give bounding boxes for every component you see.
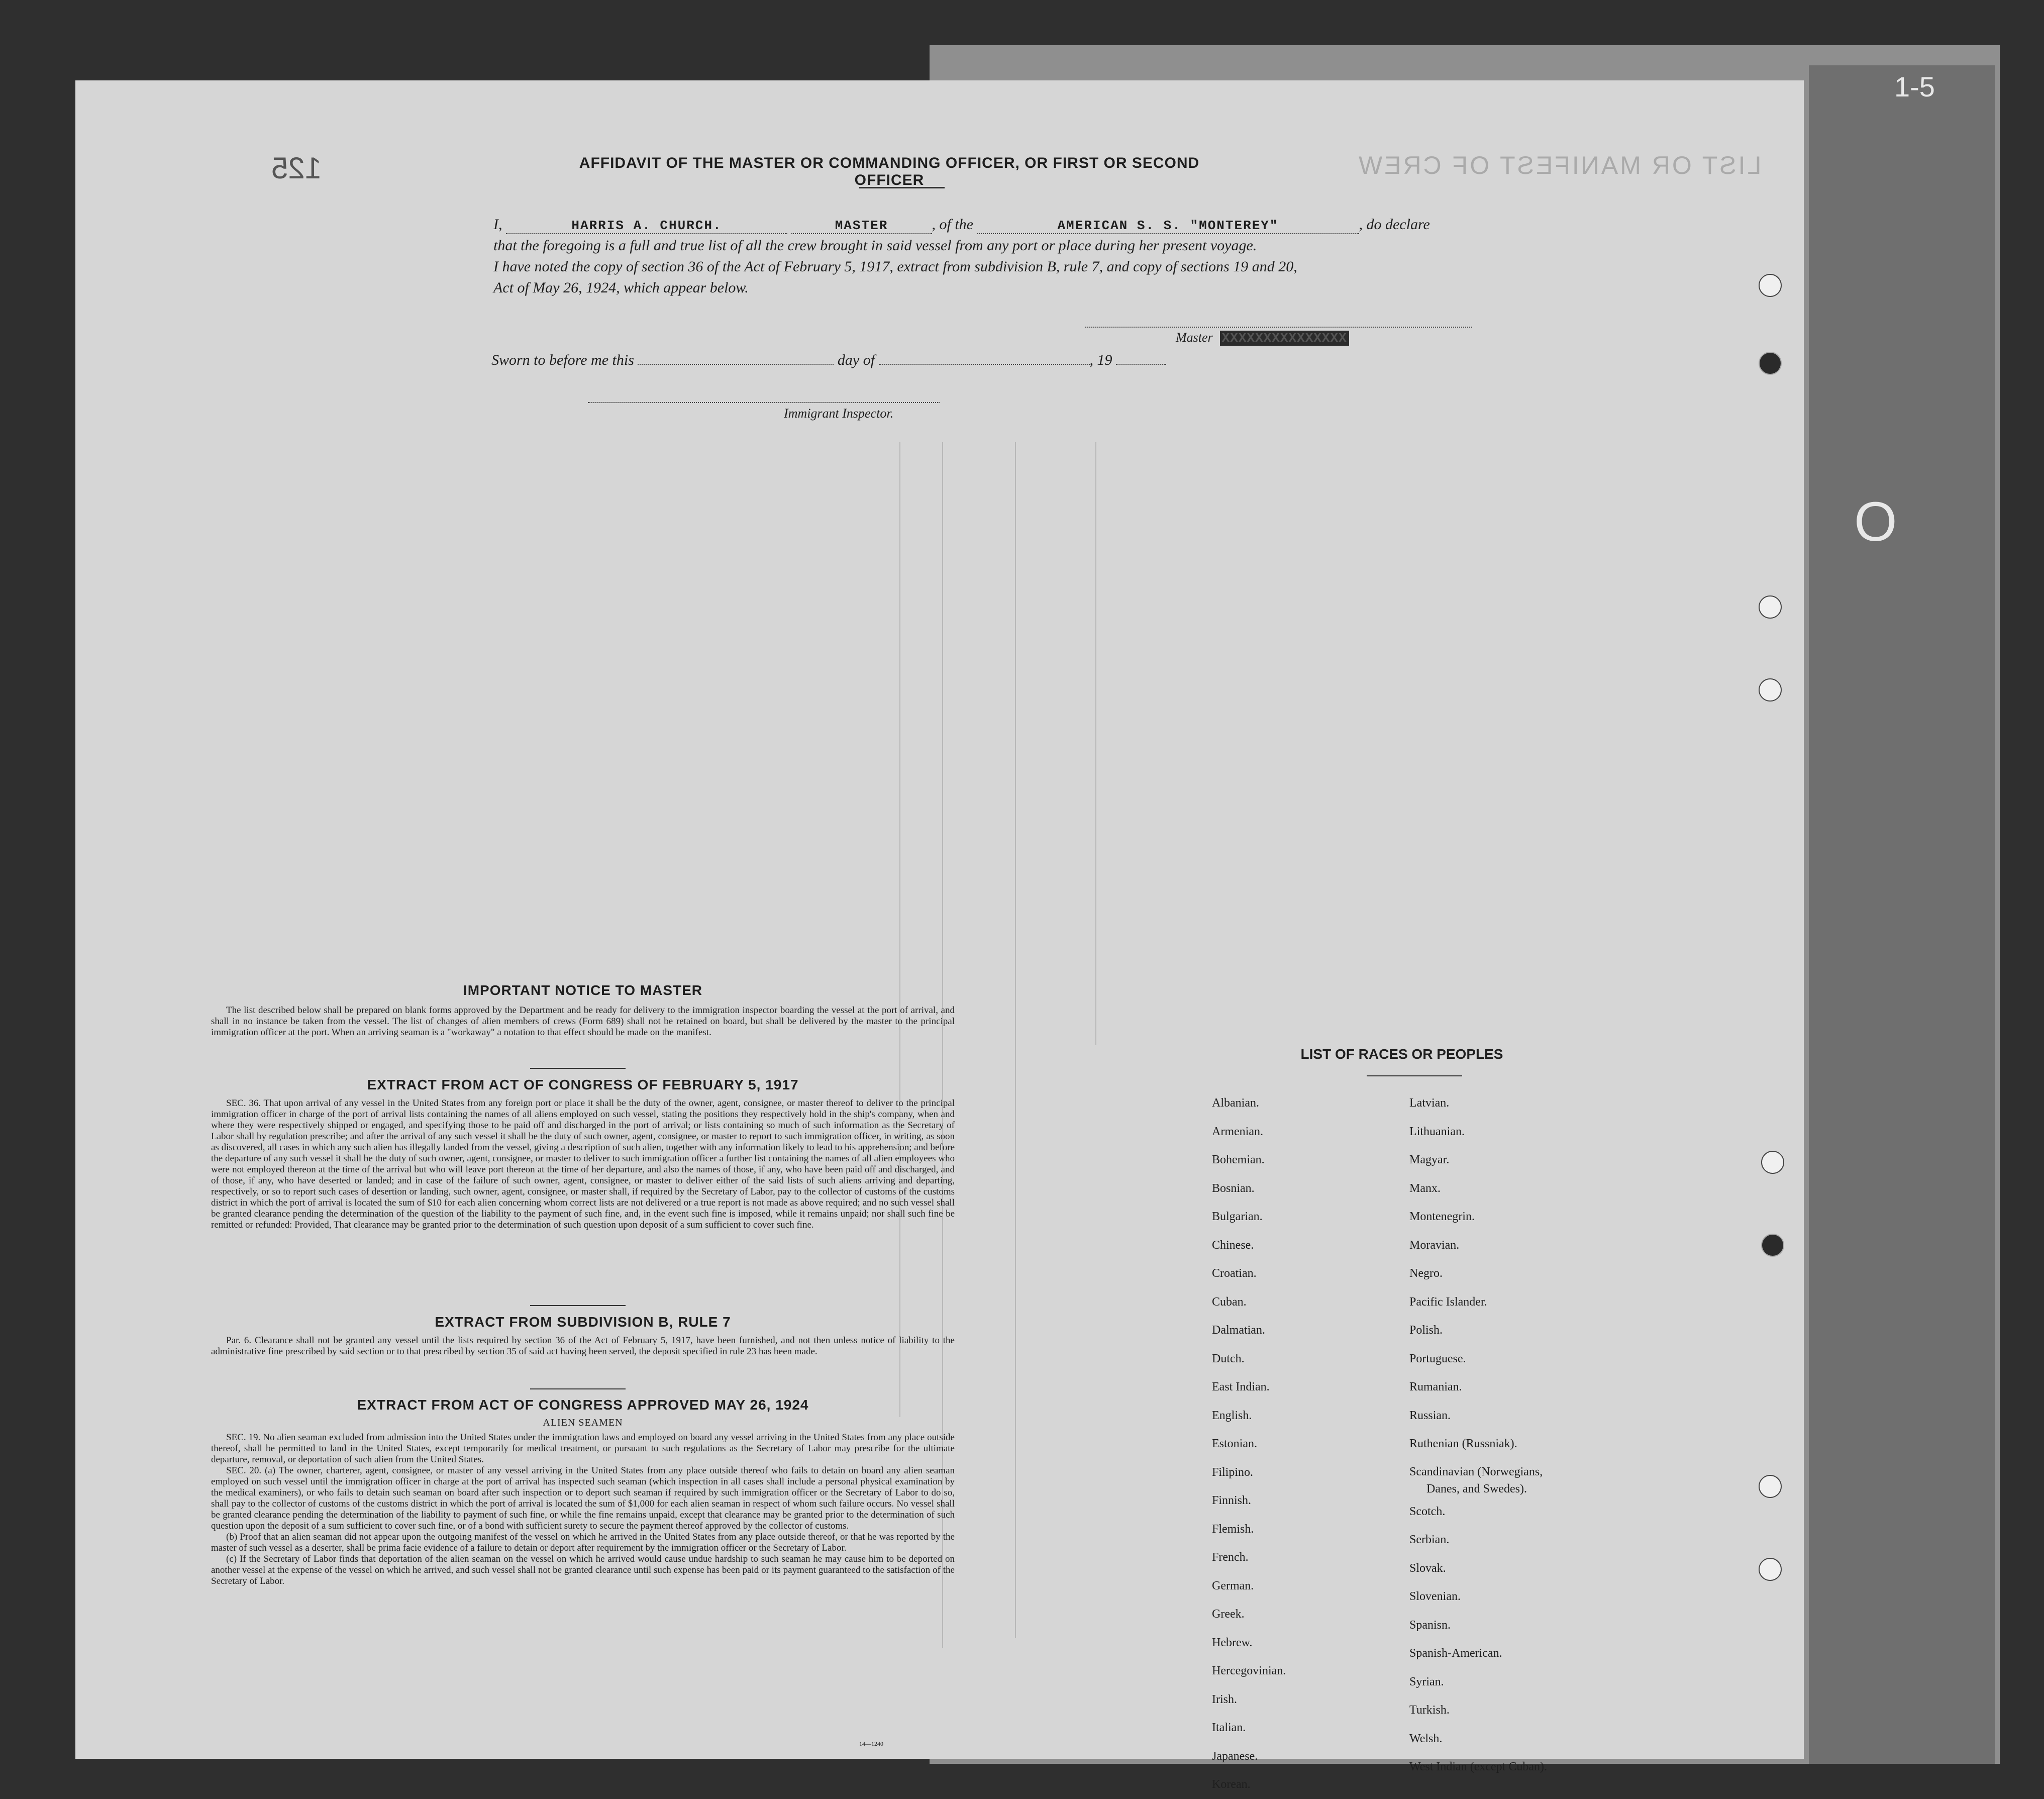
list-item: Ruthenian (Russniak). xyxy=(1409,1437,1517,1450)
list-item: English. xyxy=(1212,1409,1252,1422)
punch-hole xyxy=(1759,1558,1782,1581)
list-item: Negro. xyxy=(1409,1267,1443,1280)
master-signature-line xyxy=(1085,327,1472,328)
show-through-line xyxy=(1015,442,1016,1638)
races-rule xyxy=(1367,1075,1462,1076)
list-item: Bulgarian. xyxy=(1212,1210,1263,1223)
sworn-year-blank xyxy=(1116,353,1166,365)
list-item: Korean. xyxy=(1212,1778,1251,1791)
inspector-signature-line xyxy=(588,402,940,403)
list-item: West Indian (except Cuban). xyxy=(1409,1760,1547,1773)
list-item: Spanisn. xyxy=(1409,1618,1451,1632)
section-rule xyxy=(530,1388,626,1389)
pencil-note-corner: 1-5 xyxy=(1894,71,1935,103)
sworn-day-blank xyxy=(638,353,834,365)
extract-rule7-title: EXTRACT FROM SUBDIVISION B, RULE 7 xyxy=(435,1314,731,1330)
list-item: Manx. xyxy=(1409,1181,1441,1195)
list-item: Russian. xyxy=(1409,1409,1451,1422)
show-through-line xyxy=(1095,442,1096,1045)
list-item: Flemish. xyxy=(1212,1522,1254,1536)
mirror-page-number: 125 xyxy=(271,151,322,185)
list-item: Japanese. xyxy=(1212,1749,1258,1763)
punch-hole xyxy=(1761,1234,1784,1257)
sworn-line: Sworn to before me this day of , 19 xyxy=(491,352,1166,369)
extract-rule7-text: Par. 6. Clearance shall not be granted any vessel until the lists required by section 36 of the Act of February 5, 1917, have been furnished, and not then unless notice of liability to the administrative fine prescribed by said section or to that prescribed by section 35 of said act having been served, the deposit specified in rule 23 has been made. xyxy=(211,1335,955,1357)
declaration-line-2: that the foregoing is a full and true list of all the crew brought in said vessel from any port or place during her present voyage. xyxy=(493,237,1257,254)
list-item: Scotch. xyxy=(1409,1505,1446,1518)
races-column-1 xyxy=(1212,1089,1286,1799)
form-number: 14—1240 xyxy=(859,1740,883,1747)
inspector-label: Immigrant Inspector. xyxy=(784,406,894,421)
list-item: Scandinavian (Norwegians, xyxy=(1409,1465,1543,1478)
list-item: Slovak. xyxy=(1409,1561,1446,1575)
list-item: Filipino. xyxy=(1212,1465,1254,1479)
punch-hole xyxy=(1759,1475,1782,1498)
section-rule xyxy=(530,1305,626,1306)
punch-hole xyxy=(1759,352,1782,375)
list-item: Moravian. xyxy=(1409,1238,1460,1252)
section-rule xyxy=(530,1068,626,1069)
master-rank: MASTER xyxy=(791,218,932,234)
list-item: Dutch. xyxy=(1212,1352,1245,1365)
punch-hole xyxy=(1759,595,1782,619)
list-item: Dalmatian. xyxy=(1212,1324,1265,1337)
notice-text: The list described below shall be prepared on blank forms approved by the Department and be ready for delivery to the immigration inspector boarding the vessel at the port of arrival, and shall in no instance be taken from the vessel. The list of changes of alien members of crews (Form 689) shall not be retained on board, but shall be delivered by the master to the principal immigration officer at the port. When an arriving seaman is a "workaway" a notation to that effect should be made on the manifest. xyxy=(211,1005,955,1038)
list-item: Serbian. xyxy=(1409,1533,1450,1546)
list-item: German. xyxy=(1212,1579,1254,1592)
races-column-2 xyxy=(1409,1089,1547,1781)
list-item: Albanian. xyxy=(1212,1096,1259,1110)
declaration-line-4: Act of May 26, 1924, which appear below. xyxy=(493,279,749,296)
punch-hole xyxy=(1761,1151,1784,1174)
list-item: Irish. xyxy=(1212,1692,1237,1706)
list-item: Syrian. xyxy=(1409,1675,1444,1688)
title-rule xyxy=(859,187,945,188)
vessel-name: AMERICAN S. S. "MONTEREY" xyxy=(977,218,1359,234)
notice-title: IMPORTANT NOTICE TO MASTER xyxy=(463,982,703,998)
extract-1917-text: SEC. 36. That upon arrival of any vessel in the United States from any foreign port or place it shall be the duty of the owner, agent, consignee, or master thereof to deliver to the principal immigration officer in charge of the port of arrival lists containing the names of all aliens employed on such vessel, stating the positions they respectively hold in the ship's company, when and where they were respectively shipped or engaged, and specifying those to be paid off and discharged in the port of arrival; or lists containing so much of such information as the Secretary of Labor shall by regulation prescribe; and after the arrival of any such vessel it shall be the duty of such owner, agent, consignee, or master to report to such immigration officer, in writing, as soon as discovered, all cases in which any such alien has illegally landed from the vessel, giving a description of such alien, together with any information likely to lead to his apprehension; and before the departure of any such vessel it shall be the duty of such owner, agent, consignee, or master to deliver to such immigration officer a further list containing the names of all alien employees who were not employed thereon at the time of the arrival but who will leave port thereon at the time of her departure, and also the names of those, if any, who have been paid off and discharged, and of those, if any, who have deserted or landed; and in case of the failure of such owner, agent, consignee, or master to deliver either of the said lists of such aliens arriving and departing, respectively, or so to report such cases of desertion or landing, such owner, agent, consignee, or master shall, if required by the Secretary of Labor, pay to the collector of customs of the customs district in which the port of arrival is located the sum of $10 for each alien concerning whom correct lists are not delivered or a true report is not made as above required; and no such vessel shall be granted clearance pending the determination of the question of the liability to the payment of such fine, and, in the event such fine is imposed, while it remains unpaid; nor shall such fine be remitted or refunded: Provided, That clearance may be granted prior to the determination of such question upon deposit of a sum sufficient to cover such fine. xyxy=(211,1098,955,1230)
master-name: HARRIS A. CHURCH. xyxy=(506,218,787,234)
list-item: Estonian. xyxy=(1212,1437,1257,1450)
list-item: Turkish. xyxy=(1409,1704,1450,1717)
pencil-note-circle: O xyxy=(1854,491,1897,553)
races-title: LIST OF RACES OR PEOPLES xyxy=(1300,1046,1503,1062)
list-item: Montenegrin. xyxy=(1409,1210,1475,1223)
declaration-line-3: I have noted the copy of section 36 of the Act of February 5, 1917, extract from subdivision B, rule 7, and copy of sections 19 and 20, xyxy=(493,258,1297,275)
list-item: Finnish. xyxy=(1212,1494,1252,1507)
list-item: Lithuanian. xyxy=(1409,1125,1465,1138)
list-item: Croatian. xyxy=(1212,1267,1257,1280)
list-item: Rumanian. xyxy=(1409,1380,1462,1393)
list-item: Slovenian. xyxy=(1409,1590,1461,1603)
list-item: Portuguese. xyxy=(1409,1352,1466,1365)
struck-out-stamp: XXXXXXXXXXXXXXX xyxy=(1220,331,1349,346)
extract-1917-title: EXTRACT FROM ACT OF CONGRESS OF FEBRUARY 5, 1917 xyxy=(367,1077,799,1092)
list-item: Hercegovinian. xyxy=(1212,1664,1286,1677)
punch-hole xyxy=(1759,678,1782,702)
sworn-month-blank xyxy=(879,353,1090,365)
list-item: Bohemian. xyxy=(1212,1153,1265,1166)
list-item: French. xyxy=(1212,1551,1249,1564)
list-item: Chinese. xyxy=(1212,1238,1254,1252)
list-item: Hebrew. xyxy=(1212,1636,1253,1649)
list-item: Pacific Islander. xyxy=(1409,1295,1487,1309)
punch-hole xyxy=(1759,274,1782,297)
alien-seamen-subtitle: ALIEN SEAMEN xyxy=(543,1417,623,1428)
list-item: Spanish-American. xyxy=(1409,1647,1502,1660)
list-item: Latvian. xyxy=(1409,1096,1450,1110)
list-item: Welsh. xyxy=(1409,1732,1443,1745)
extract-1924-text: SEC. 19. No alien seaman excluded from admission into the United States under the immigration laws and employed on board any vessel arriving in the United States from any place outside thereof, shall be permitted to land in the United States, except temporarily for medical treatment, or pursuant to such regulations as the Secretary of Labor may prescribe for the ultimate departure, removal, or deportation of such alien from the United States. SEC. 20. (a) The owner, charterer, agent, consignee, or master of any vessel arriving in the United States from any place outside thereof who fails to detain on board any alien seaman employed on such vessel until the immigration officer in charge at the port of arrival has inspected such seaman (which inspection in all cases shall include a personal physical examination by the medical examiners), or who fails to detain such seaman on board after such inspection or to deport such seaman if required by such immigration officer or the Secretary of Labor to do so, shall pay to the collector of customs of the customs district in which the port of arrival is located the sum of $1,000 for each alien seaman in respect of whom such failure occurs. No vessel shall be granted clearance pending the determination of the liability to payment of such fine, or while the fine remains unpaid, except that clearance may be granted prior to the determination of such question upon the deposit of a sum sufficient to cover such fine, or of a bond with sufficient surety to secure the payment thereof approved by the collector of customs. (b) Proof that an alien seaman did not appear upon the outgoing manifest of the vessel on which he arrived in the United States from any place outside thereof, or that he was reported by the master of such vessel as a deserter, shall be prima facie evidence of a failure to detain or deport after requirement by the immigration officer or the Secretary of Labor. (c) If the Secretary of Labor finds that deportation of the alien seaman on the vessel on which he arrived would cause undue hardship to such seaman he may cause him to be deported on another vessel at the expense of the vessel on which he arrived, and such vessel shall not be granted clearance until such expense has been paid or its payment guaranteed to the satisfaction of the Secretary of Labor. xyxy=(211,1432,955,1586)
document-page xyxy=(75,80,1804,1791)
back-sheet-edge xyxy=(1809,65,1995,1764)
list-item: Armenian. xyxy=(1212,1125,1263,1138)
declaration-line-1: I, HARRIS A. CHURCH. MASTER , of the AMERICAN S. S. "MONTEREY" , do declare xyxy=(493,216,1430,233)
extract-1924-title: EXTRACT FROM ACT OF CONGRESS APPROVED MAY 26, 1924 xyxy=(357,1397,809,1413)
list-item: Bosnian. xyxy=(1212,1181,1255,1195)
list-item: Polish. xyxy=(1409,1324,1443,1337)
list-item: Greek. xyxy=(1212,1608,1245,1621)
master-label: Master XXXXXXXXXXXXXXX xyxy=(1176,330,1349,346)
list-item: Cuban. xyxy=(1212,1295,1247,1309)
list-item: East Indian. xyxy=(1212,1380,1270,1393)
list-item: Danes, and Swedes). xyxy=(1426,1482,1527,1495)
affidavit-title: AFFIDAVIT OF THE MASTER OR COMMANDING OFFICER, OR FIRST OR SECOND OFFICER xyxy=(579,155,1200,188)
list-item: Italian. xyxy=(1212,1721,1246,1734)
list-item: Magyar. xyxy=(1409,1153,1450,1166)
show-through-line xyxy=(899,442,900,1417)
mirror-title: LIST OR MANIFEST OF CREW xyxy=(1357,151,1762,179)
